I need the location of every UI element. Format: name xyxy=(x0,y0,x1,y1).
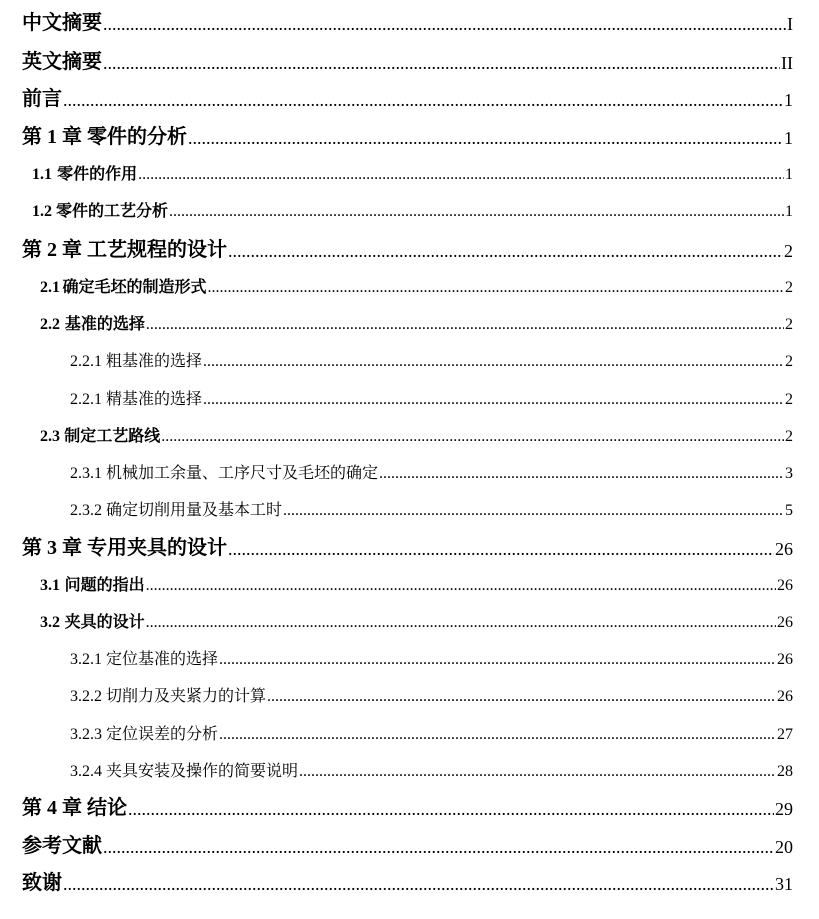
dot-leader xyxy=(299,764,776,780)
toc-entry-page: 3 xyxy=(785,465,793,482)
dot-leader xyxy=(103,54,780,72)
toc-entry-title: 致谢 xyxy=(22,872,62,894)
dot-leader xyxy=(188,129,783,147)
toc-entry-subsection-3-2-4[interactable] xyxy=(70,764,793,780)
toc-entry-number: 3.1 xyxy=(40,577,60,594)
toc-entry-page: 2 xyxy=(785,279,793,296)
dot-leader xyxy=(103,15,786,33)
toc-entry-chapter-1[interactable] xyxy=(22,127,793,147)
toc-entry-page: 1 xyxy=(784,90,793,110)
toc-entry-title: 基准的选择 xyxy=(64,316,145,333)
toc-entry-title: 3.2.3 定位误差的分析 xyxy=(70,726,219,743)
toc-entry-page: 29 xyxy=(775,799,793,819)
toc-entry-chinese-abstract[interactable] xyxy=(22,13,793,33)
toc-entry-page: 2 xyxy=(785,428,793,445)
toc-entry-acknowledgements[interactable] xyxy=(22,873,793,893)
toc-entry-subsection-2-2-1-rough[interactable] xyxy=(70,354,793,370)
dot-leader xyxy=(138,167,784,183)
dot-leader xyxy=(203,354,784,370)
dot-leader xyxy=(203,392,784,408)
dot-leader xyxy=(169,204,784,220)
dot-leader xyxy=(228,540,774,558)
toc-entry-number: 1.2 xyxy=(32,203,52,220)
toc-entry-title: 第 1 章 零件的分析 xyxy=(22,126,187,148)
dot-leader xyxy=(219,727,776,743)
toc-entry-page: 26 xyxy=(775,539,793,559)
toc-entry-subsection-2-2-1-fine[interactable] xyxy=(70,392,793,408)
toc-entry-title: 零件的工艺分析 xyxy=(55,203,168,220)
toc-entry-page: 28 xyxy=(777,763,793,780)
toc-entry-subsection-2-3-2[interactable] xyxy=(70,503,793,519)
dot-leader xyxy=(103,838,774,856)
toc-entry-page: 1 xyxy=(785,203,793,220)
dot-leader xyxy=(63,875,774,893)
toc-entry-number: 3.2 xyxy=(40,614,60,631)
toc-entry-page: 26 xyxy=(777,577,793,594)
toc-entry-title: 3.2.4 夹具安装及操作的简要说明 xyxy=(70,763,299,780)
toc-entry-title: 2.2.1 精基准的选择 xyxy=(70,391,203,408)
toc-entry-page: 20 xyxy=(775,837,793,857)
dot-leader xyxy=(267,689,776,705)
toc-entry-references[interactable] xyxy=(22,836,793,856)
toc-entry-page: II xyxy=(781,53,793,73)
toc-entry-page: 5 xyxy=(785,502,793,519)
toc-entry-english-abstract[interactable] xyxy=(22,52,793,72)
toc-entry-title: 2.3.1 机械加工余量、工序尺寸及毛坯的确定 xyxy=(70,465,379,482)
dot-leader xyxy=(161,429,784,445)
toc-entry-page: 1 xyxy=(784,128,793,148)
dot-leader xyxy=(219,652,776,668)
toc-entry-page: 27 xyxy=(777,726,793,743)
toc-entry-section-2-2[interactable] xyxy=(40,317,793,333)
toc-entry-section-1-1[interactable] xyxy=(32,167,793,183)
toc-entry-subsection-3-2-3[interactable] xyxy=(70,727,793,743)
toc-entry-page: 26 xyxy=(777,688,793,705)
toc-entry-chapter-2[interactable] xyxy=(22,240,793,260)
toc-entry-page: 26 xyxy=(777,651,793,668)
toc-entry-title: 中文摘要 xyxy=(22,12,102,34)
toc-entry-subsection-3-2-1[interactable] xyxy=(70,652,793,668)
toc-entry-title: 3.2.2 切削力及夹紧力的计算 xyxy=(70,688,267,705)
toc-entry-number: 2.1 xyxy=(40,279,60,296)
toc-entry-title: 第 4 章 结论 xyxy=(22,797,127,819)
toc-entry-page: 26 xyxy=(777,614,793,631)
toc-entry-number: 1.1 xyxy=(32,166,52,183)
toc-entry-title: 第 2 章 工艺规程的设计 xyxy=(22,239,227,261)
dot-leader xyxy=(128,800,774,818)
toc-entry-section-3-2[interactable] xyxy=(40,615,793,631)
toc-entry-title: 第 3 章 专用夹具的设计 xyxy=(22,537,227,559)
toc-entry-title: 确定毛坯的制造形式 xyxy=(62,279,207,296)
toc-entry-page: 31 xyxy=(775,874,793,894)
dot-leader xyxy=(146,317,784,333)
dot-leader xyxy=(228,242,783,260)
toc-entry-title: 零件的作用 xyxy=(57,166,138,183)
toc-entry-section-2-3[interactable] xyxy=(40,429,793,445)
toc-entry-page: I xyxy=(787,14,793,34)
toc-entry-subsection-2-3-1[interactable] xyxy=(70,466,793,482)
toc-entry-number: 2.2 xyxy=(40,316,60,333)
toc-entry-section-3-1[interactable] xyxy=(40,578,793,594)
toc-entry-title: 夹具的设计 xyxy=(64,614,145,631)
toc-entry-page: 2 xyxy=(785,316,793,333)
dot-leader xyxy=(146,578,776,594)
toc-entry-title: 2.2.1 粗基准的选择 xyxy=(70,353,203,370)
toc-entry-page: 2 xyxy=(785,353,793,370)
toc-entry-chapter-3[interactable] xyxy=(22,538,793,558)
toc-entry-title: 制定工艺路线 xyxy=(64,428,161,445)
dot-leader xyxy=(63,91,783,109)
dot-leader xyxy=(379,466,784,482)
toc-entry-title: 前言 xyxy=(22,88,62,110)
toc-entry-title: 问题的指出 xyxy=(64,577,145,594)
toc-entry-title: 英文摘要 xyxy=(22,51,102,73)
dot-leader xyxy=(146,615,776,631)
toc-entry-title: 3.2.1 定位基准的选择 xyxy=(70,651,219,668)
dot-leader xyxy=(207,280,784,296)
toc-entry-number: 2.3 xyxy=(40,428,60,445)
toc-entry-preface[interactable] xyxy=(22,89,793,109)
toc-entry-page: 2 xyxy=(784,241,793,261)
toc-entry-title: 参考文献 xyxy=(22,835,102,857)
toc-entry-section-1-2[interactable] xyxy=(32,204,793,220)
toc-entry-chapter-4[interactable] xyxy=(22,798,793,818)
toc-entry-subsection-3-2-2[interactable] xyxy=(70,689,793,705)
toc-entry-section-2-1[interactable] xyxy=(40,280,793,296)
toc-entry-page: 2 xyxy=(785,391,793,408)
toc-entry-title: 2.3.2 确定切削用量及基本工时 xyxy=(70,502,283,519)
dot-leader xyxy=(283,503,784,519)
toc-entry-page: 1 xyxy=(785,166,793,183)
